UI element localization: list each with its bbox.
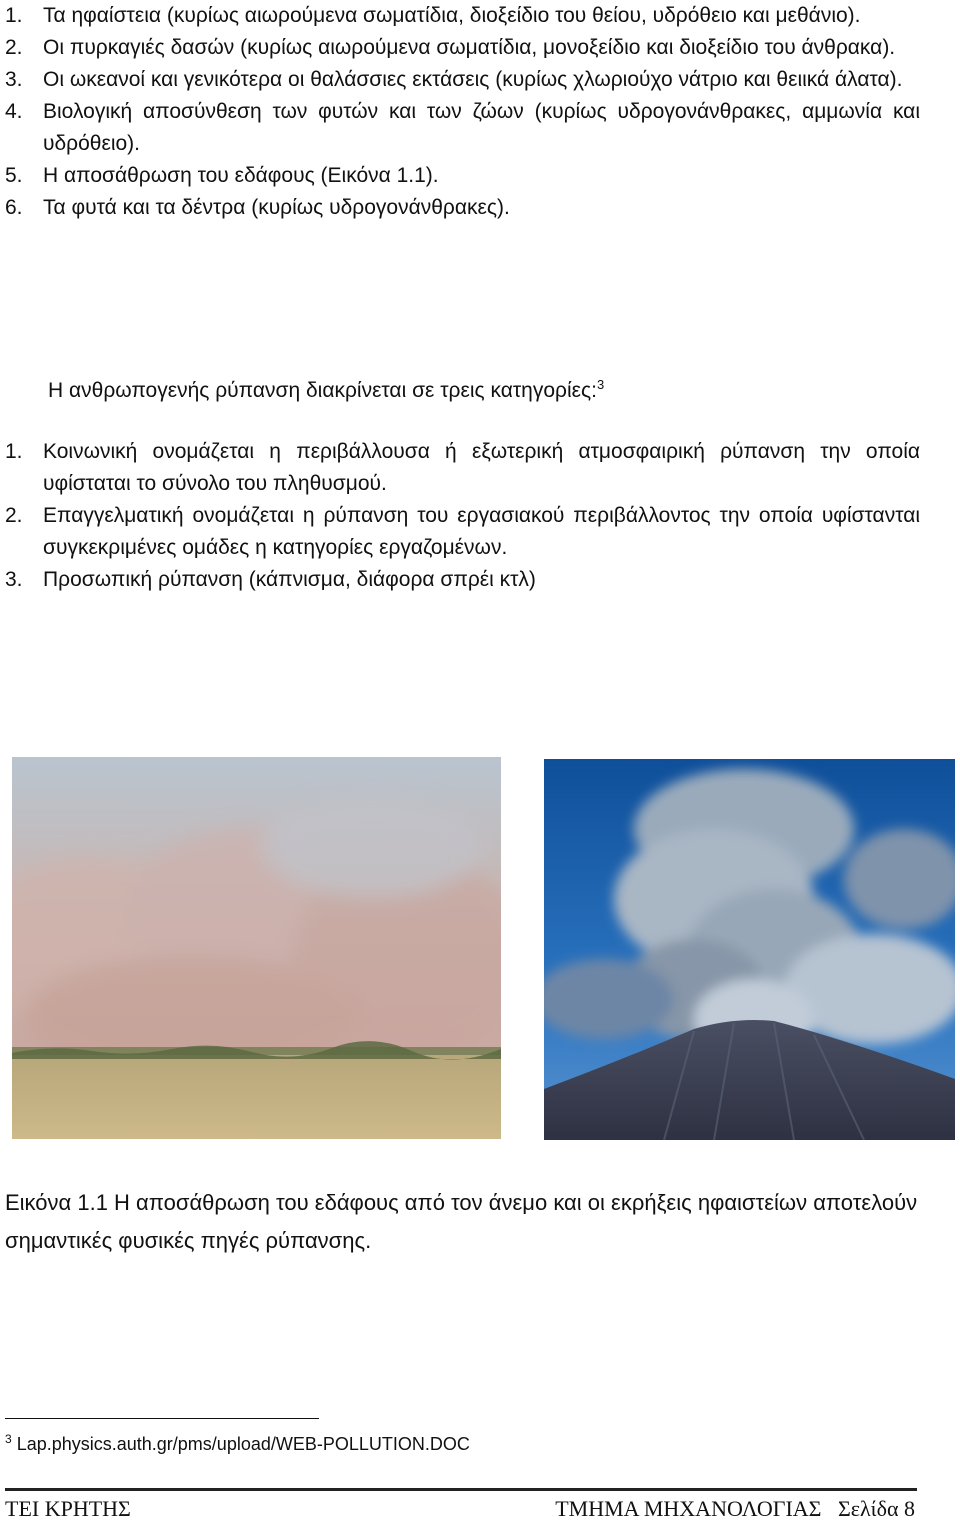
list-text: Επαγγελματική ονομάζεται η ρύπανση του εργασιακού περιβάλλοντος την οποία υφίστανται συγκεκριμένες ομάδες η κατηγορίες εργαζομένων.	[43, 504, 920, 559]
list-text: Οι πυρκαγιές δασών (κυρίως αιωρούμενα σωματίδια, μονοξείδιο και διοξείδιο του άνθρακα).	[43, 36, 896, 59]
footnote-link[interactable]: Lap.physics.auth.gr/pms/upload/WEB-POLLUTION.DOC	[16, 1434, 470, 1454]
list-number: 3.	[5, 568, 23, 591]
list-text: Βιολογική αποσύνθεση των φυτών και των ζώων (κυρίως υδρογονάνθρακες, αμμωνία και υδρόθειο).	[43, 100, 920, 155]
volcano-illustration	[544, 759, 955, 1140]
volcano-eruption-photo	[544, 759, 955, 1140]
list-number: 3.	[5, 68, 23, 91]
anthro-intro	[48, 375, 604, 407]
figure-caption: Εικόνα 1.1 Η αποσάθρωση του εδάφους από τον άνεμο και οι εκρήξεις ηφαιστείων αποτελούν σημαντικές φυσικές πηγές ρύπανσης.	[5, 1190, 918, 1253]
list-number: 1.	[5, 440, 23, 463]
footnote-ref[interactable]: 3	[596, 377, 605, 392]
list-text: Προσωπική ρύπανση (κάπνισμα, διάφορα σπρέι κτλ)	[43, 568, 536, 591]
list-text: Κοινωνική ονομάζεται η περιβάλλουσα ή εξωτερική ατμοσφαιρική ρύπανση την οποία υφίσταται το σύνολο του πληθυσμού.	[43, 440, 920, 495]
list-number: 1.	[5, 4, 23, 27]
list-number: 6.	[5, 196, 23, 219]
list-item	[0, 500, 920, 564]
footnote-divider	[5, 1418, 319, 1419]
dust-storm-photo	[12, 757, 501, 1139]
footer-department-page: ΤΜΗΜΑ ΜΗΧΑΝΟΛΟΓΙΑΣ Σελίδα 8	[555, 1496, 915, 1521]
list-item	[0, 64, 920, 96]
footer-divider	[5, 1488, 917, 1491]
footer-institution: ΤΕΙ ΚΡΗΤΗΣ	[5, 1496, 131, 1521]
list-text: Τα φυτά και τα δέντρα (κυρίως υδρογονάνθρακες).	[43, 196, 510, 219]
list-item	[0, 0, 920, 32]
dust-storm-illustration	[12, 757, 501, 1139]
footnote-number: 3	[5, 1432, 12, 1446]
anthro-categories-list	[0, 436, 920, 596]
list-item	[0, 564, 920, 596]
list-item	[0, 160, 920, 192]
list-text: Τα ηφαίστεια (κυρίως αιωρούμενα σωματίδια, διοξείδιο του θείου, υδρόθειο και μεθάνιο).	[43, 4, 861, 27]
list-text: Η αποσάθρωση του εδάφους (Εικόνα 1.1).	[43, 164, 439, 187]
list-item	[0, 32, 920, 64]
natural-sources-list	[0, 0, 920, 224]
footnote	[5, 1430, 470, 1458]
list-text: Οι ωκεανοί και γενικότερα οι θαλάσσιες εκτάσεις (κυρίως χλωριούχο νάτριο και θειικά άλατα).	[43, 68, 903, 91]
list-item	[0, 436, 920, 500]
anthro-intro-text: Η ανθρωπογενής ρύπανση διακρίνεται σε τρεις κατηγορίες:	[48, 379, 597, 402]
list-number: 5.	[5, 164, 23, 187]
list-item	[0, 96, 920, 160]
list-item	[0, 192, 920, 224]
list-number: 2.	[5, 36, 23, 59]
list-number: 2.	[5, 504, 23, 527]
list-number: 4.	[5, 100, 23, 123]
